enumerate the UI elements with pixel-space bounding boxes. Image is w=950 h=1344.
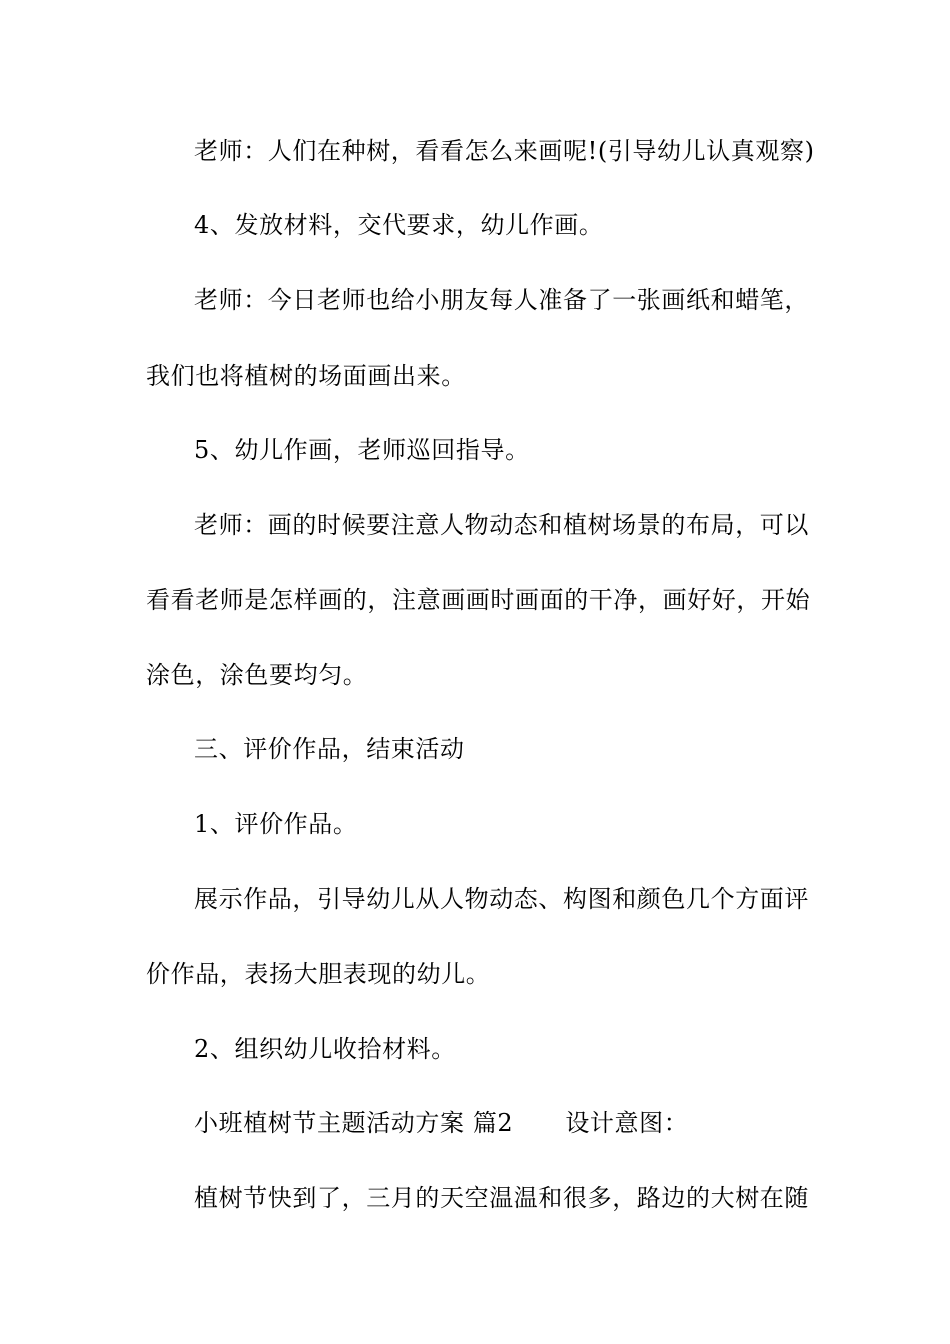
paragraph-line: 展示作品，引导幼儿从人物动态、构图和颜色几个方面评	[194, 885, 809, 913]
design-intent-heading: 设计意图：	[565, 1109, 689, 1137]
step-2-heading: 2、组织幼儿收拾材料。	[194, 1035, 456, 1063]
plan-title-line	[194, 1108, 826, 1138]
step-4-heading: 4、发放材料，交代要求，幼儿作画。	[194, 211, 604, 239]
paragraph-line: 老师：人们在种树，看看怎么来画呢!(引导幼儿认真观察)	[194, 137, 815, 165]
paragraph-line: 老师：画的时候要注意人物动态和植树场景的布局，可以	[194, 511, 809, 539]
plan-title: 小班植树节主题活动方案 篇2	[194, 1109, 514, 1137]
paragraph-line: 涂色，涂色要均匀。	[146, 661, 368, 689]
paragraph-line: 价作品，表扬大胆表现的幼儿。	[146, 960, 491, 988]
paragraph-line: 我们也将植树的场面画出来。	[146, 362, 466, 390]
paragraph-line: 老师：今日老师也给小朋友每人准备了一张画纸和蜡笔，	[194, 286, 809, 314]
paragraph-line: 植树节快到了，三月的天空温温和很多，路边的大树在随	[194, 1184, 809, 1212]
paragraph-line: 看看老师是怎样画的，注意画画时画面的干净，画好好，开始	[146, 586, 811, 614]
step-5-heading: 5、幼儿作画，老师巡回指导。	[194, 436, 530, 464]
section-3-heading: 三、评价作品，结束活动	[194, 735, 465, 763]
step-1-heading: 1、评价作品。	[194, 810, 358, 838]
